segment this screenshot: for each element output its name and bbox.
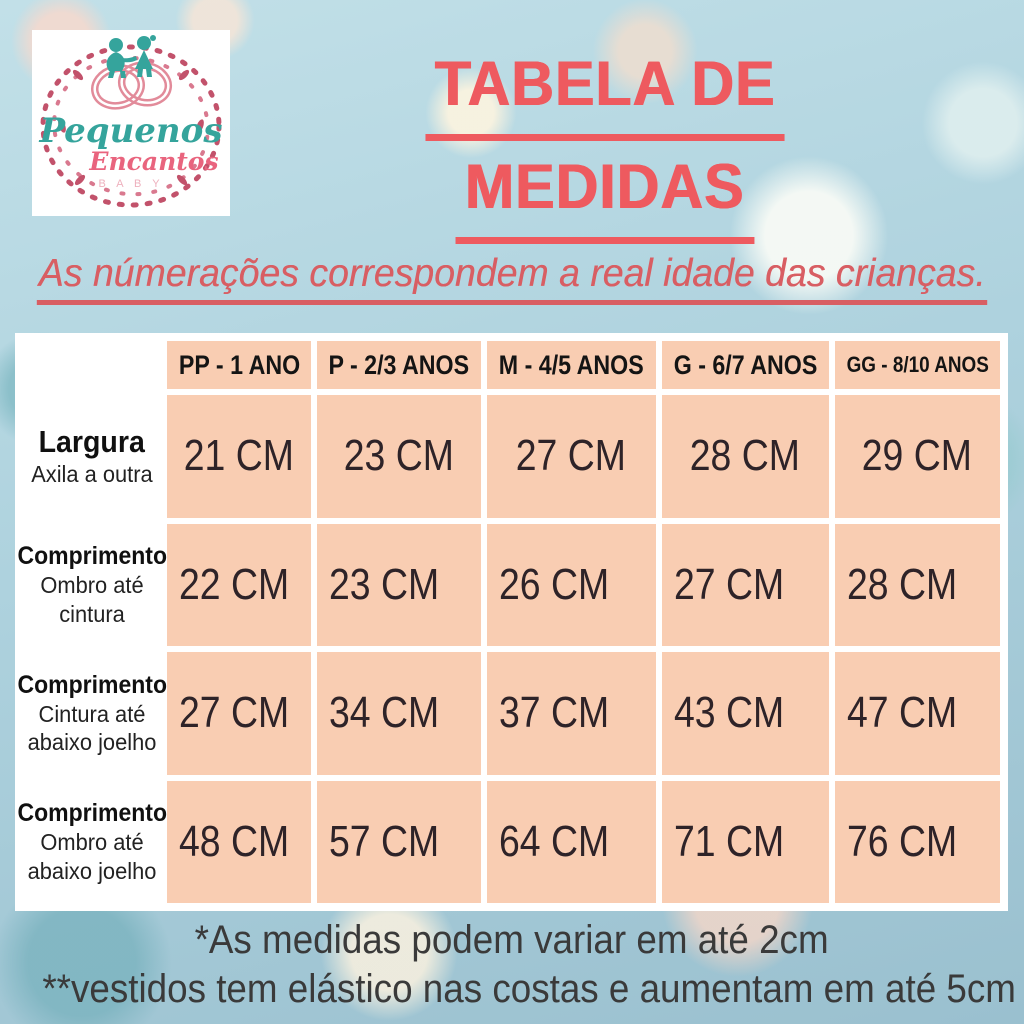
brand-name-line3: B A B Y [98,178,164,190]
page-title-line1-text: TABELA DE [425,38,785,141]
table-cell: 57 CM [317,781,481,904]
table-cell: 47 CM [835,652,1000,775]
table-cell: 43 CM [662,652,829,775]
subtitle-text: As númerações correspondem a real idade das crianças. [37,252,988,305]
table-cell: 27 CM [662,524,829,647]
footnote-elastic: **vestidos tem elástico nas costas e aumentam em até 5cm [42,967,1016,1011]
brand-logo-graphic [32,30,230,216]
table-cell: 28 CM [835,524,1000,647]
page-title [330,38,880,244]
column-header-gg: GG - 8/10 ANOS [835,341,1000,389]
column-header-p: P - 2/3 ANOS [317,341,481,389]
table-corner-cell [23,341,161,389]
table-cell: 26 CM [487,524,656,647]
brand-logo [32,30,230,216]
table-cell: 23 CM [317,395,481,518]
table-cell: 29 CM [835,395,1000,518]
table-cell: 34 CM [317,652,481,775]
row-header-comprimento-cintura: Comprimento Ombro até cintura [17,542,167,627]
page-title-line1 [330,38,880,141]
row-header-comprimento-total: Comprimento Ombro até abaixo joelho [17,799,167,884]
table-cell: 64 CM [487,781,656,904]
page-title-line2 [330,141,880,244]
measurements-table [15,333,1008,911]
table-cell: 28 CM [662,395,829,518]
table-cell: 71 CM [662,781,829,904]
brand-name-line2: Encantos [89,147,219,176]
row-header-comprimento-joelho: Comprimento Cintura até abaixo joelho [17,670,167,756]
column-header-g: G - 6/7 ANOS [662,341,829,389]
table-cell: 76 CM [835,781,1000,904]
column-header-m: M - 4/5 ANOS [487,341,656,389]
subtitle [0,252,1024,305]
row-header-largura: Largura Axila a outra [31,424,153,488]
footnotes [0,916,1024,1014]
table-cell: 21 CM [167,395,311,518]
table-cell: 37 CM [487,652,656,775]
table-cell: 27 CM [487,395,656,518]
rings-icon [88,58,175,114]
table-cell: 27 CM [167,652,311,775]
footnote-variation: *As medidas podem variar em até 2cm [194,918,830,962]
page-title-line2-text: MEDIDAS [456,141,754,244]
column-header-pp: PP - 1 ANO [167,341,311,389]
table-cell: 22 CM [167,524,311,647]
table-cell: 48 CM [167,781,311,904]
brand-name-line1: Pequenos [39,111,223,151]
table-cell: 23 CM [317,524,481,647]
